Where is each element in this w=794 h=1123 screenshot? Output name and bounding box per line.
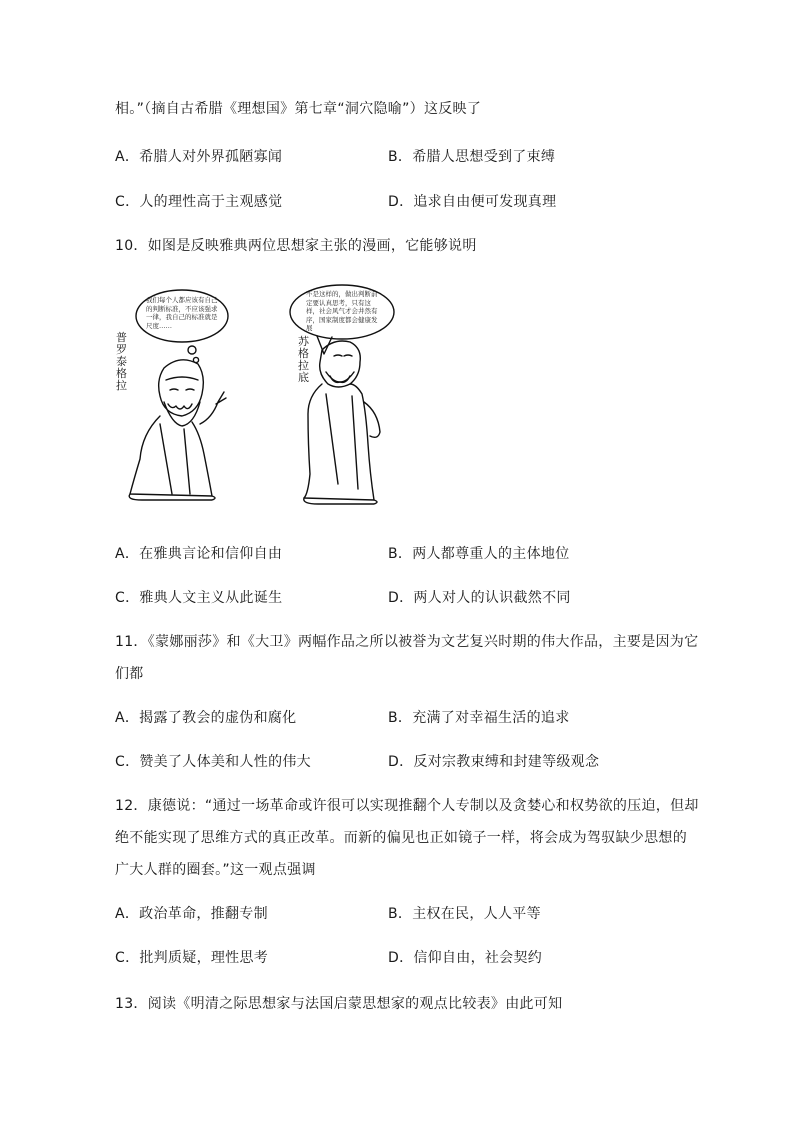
socrates-robe: [304, 384, 374, 500]
socrates-head: [320, 341, 361, 387]
q10-option-d[interactable]: D．两人对人的认识截然不同: [388, 590, 571, 606]
q12-stem-line3: 广大人群的圈套。”这一观点强调: [115, 862, 316, 878]
protagoras-label: 普罗泰格拉: [116, 331, 127, 392]
q11-option-c[interactable]: C．赞美了人体美和人性的伟大: [115, 754, 311, 770]
q10-option-c[interactable]: C．雅典人文主义从此诞生: [115, 590, 283, 606]
q9-option-d[interactable]: D．追求自由便可发现真理: [388, 194, 557, 210]
socrates-quote: 不是这样的，做出判断前定要认真思考，只有这样，社会风气才会井然有序，国家制度都会健康发展: [306, 290, 378, 332]
q10-option-b[interactable]: B．两人都尊重人的主体地位: [388, 546, 570, 562]
q12-option-c[interactable]: C．批判质疑，理性思考: [115, 950, 269, 966]
q9-option-c[interactable]: C．人的理性高于主观感觉: [115, 194, 283, 210]
q12-stem-line1: 12．康德说：“通过一场革命或许很可以实现推翻个人专制以及贪婪心和权势欲的压迫，但却: [115, 798, 699, 814]
q10-option-a[interactable]: A．在雅典言论和信仰自由: [115, 546, 283, 562]
protagoras-robe: [130, 416, 212, 496]
q12-stem-line2: 绝不能实现了思维方式的真正改革。而新的偏见也正如镜子一样，将会成为驾驭缺少思想的: [115, 830, 687, 846]
socrates-label: 苏格拉底: [298, 335, 309, 384]
q13-stem: 13．阅读《明清之际思想家与法国启蒙思想家的观点比较表》由此可知: [115, 996, 563, 1012]
q11-option-b[interactable]: B．充满了对幸福生活的追求: [388, 710, 570, 726]
q9-option-b[interactable]: B．希腊人思想受到了束缚: [388, 149, 556, 165]
q11-option-d[interactable]: D．反对宗教束缚和封建等级观念: [388, 754, 600, 770]
q12-option-a[interactable]: A．政治革命，推翻专制: [115, 906, 268, 922]
q11-option-a[interactable]: A．揭露了教会的虚伪和腐化: [115, 710, 297, 726]
q12-option-d[interactable]: D．信仰自由，社会契约: [388, 950, 543, 966]
thinkers-cartoon: [112, 284, 442, 506]
q12-option-b[interactable]: B．主权在民，人人平等: [388, 906, 541, 922]
q9-stem-tail: 相。”（摘自古希腊《理想国》第七章“洞穴隐喻”）这反映了: [115, 101, 482, 117]
q10-stem: 10．如图是反映雅典两位思想家主张的漫画，它能够说明: [115, 238, 477, 254]
protagoras-head: [159, 360, 204, 416]
protagoras-quote: 我们每个人都应该有自己的判断标准，不应该强求一律，我自己的标准就是尺度……: [146, 296, 218, 330]
q9-option-a[interactable]: A．希腊人对外界孤陋寡闻: [115, 149, 283, 165]
q11-stem-line2: 们都: [115, 666, 144, 682]
q11-stem-line1: 11．《蒙娜丽莎》和《大卫》两幅作品之所以被誉为文艺复兴时期的伟大作品，主要是因为它: [115, 634, 699, 650]
